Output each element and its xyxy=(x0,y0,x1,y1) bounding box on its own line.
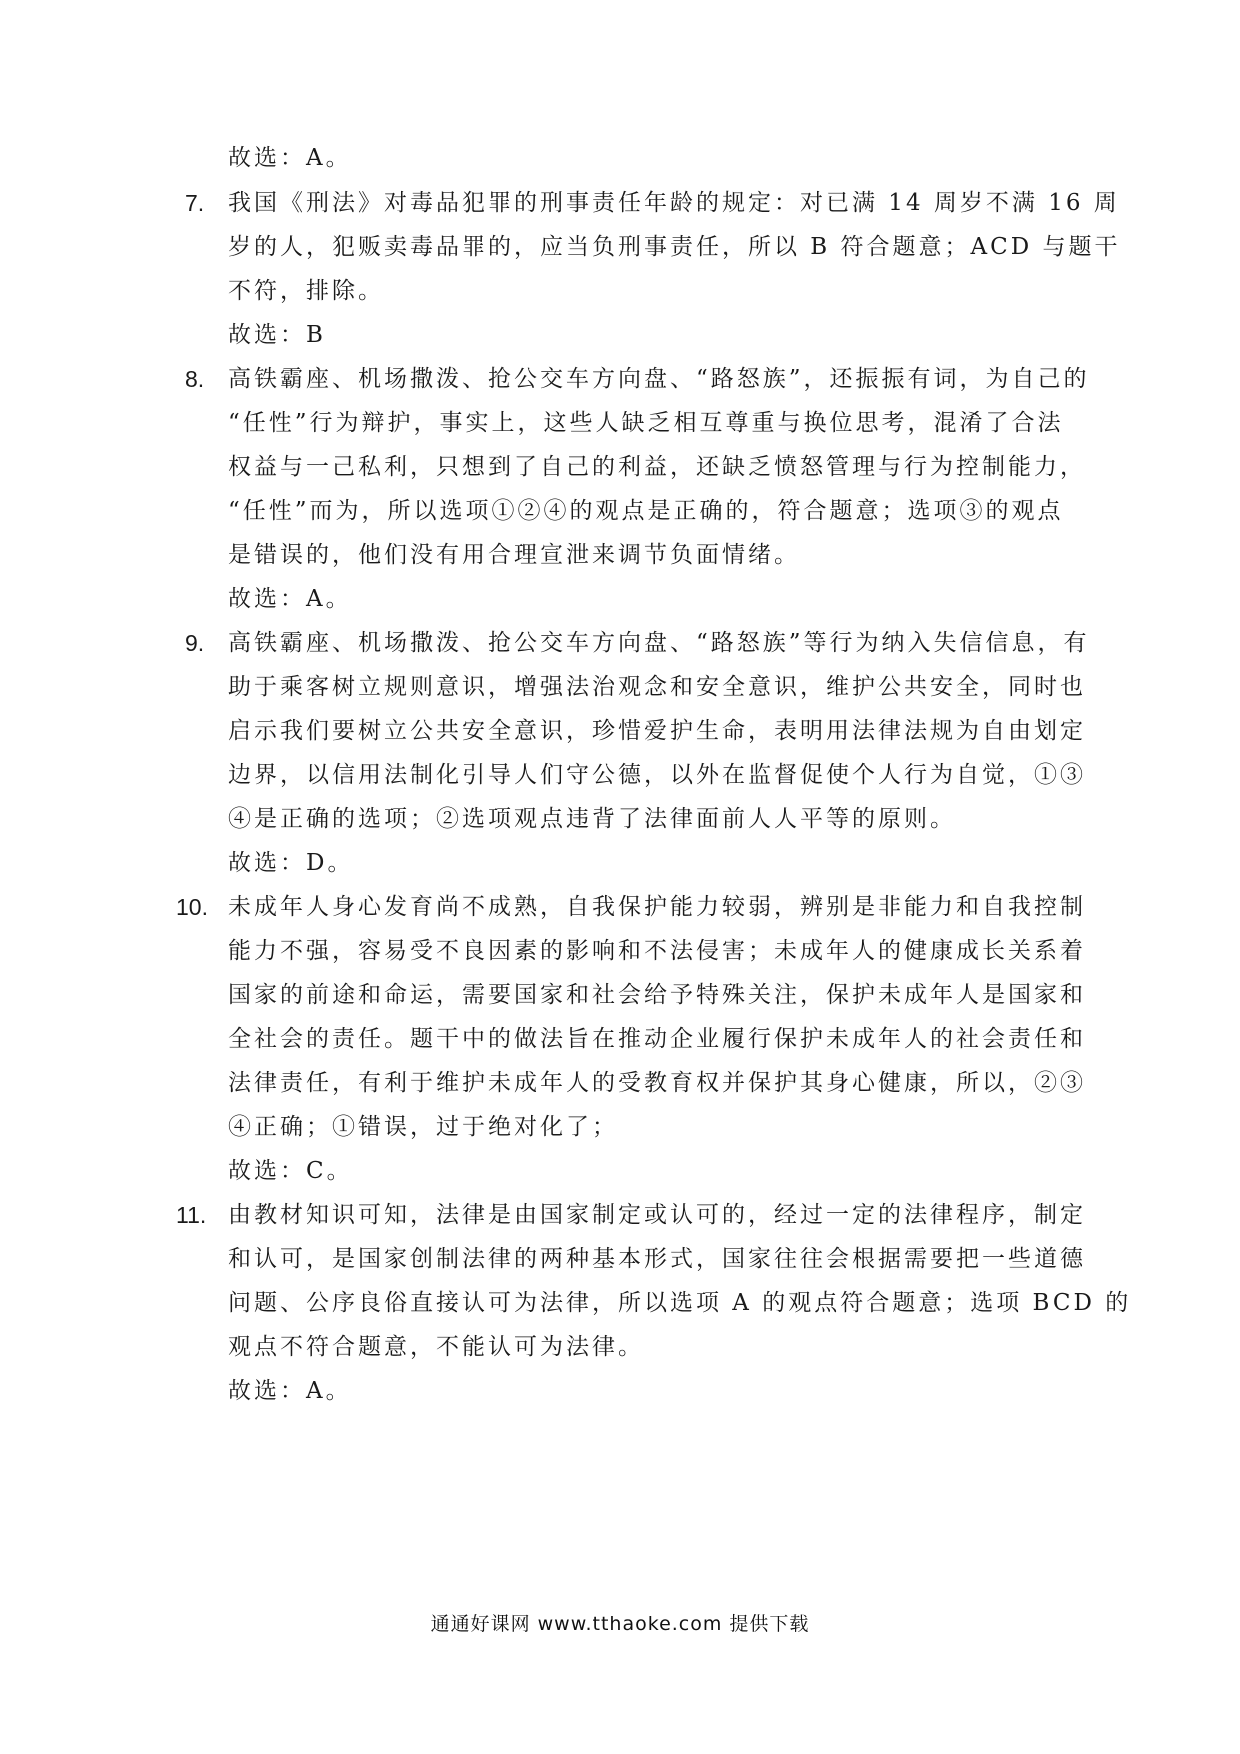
body-line: 不符，排除。 xyxy=(228,278,384,304)
answer-line: 故选：A。 xyxy=(228,145,352,171)
body-line: 高铁霸座、机场撒泼、抢公交车方向盘、“路怒族”等行为纳入失信信息，有 xyxy=(228,630,1090,656)
body-line: 我国《刑法》对毒品犯罪的刑事责任年龄的规定：对已满 14 周岁不满 16 周 xyxy=(228,190,1120,216)
body-line: “任性”行为辩护，事实上，这些人缺乏相互尊重与换位思考，混淆了合法 xyxy=(228,410,1064,436)
body-line: 法律责任，有利于维护未成年人的受教育权并保护其身心健康，所以，②③ xyxy=(228,1070,1086,1096)
answer-line: 故选：A。 xyxy=(228,586,352,612)
answer-line: 故选：A。 xyxy=(228,1378,352,1404)
body-line: 权益与一己私利，只想到了自己的利益，还缺乏愤怒管理与行为控制能力， xyxy=(228,454,1086,480)
body-line: 助于乘客树立规则意识，增强法治观念和安全意识，维护公共安全，同时也 xyxy=(228,674,1086,700)
answer-line: 故选：C。 xyxy=(228,1158,353,1184)
question-number: 7. xyxy=(185,190,205,216)
question-number: 8. xyxy=(185,366,205,392)
body-line: ④正确；①错误，过于绝对化了； xyxy=(228,1114,618,1140)
body-line: 未成年人身心发育尚不成熟，自我保护能力较弱，辨别是非能力和自我控制 xyxy=(228,894,1086,920)
question-number: 10. xyxy=(176,894,208,920)
page-footer: 通通好课网 www.tthaoke.com 提供下载 xyxy=(430,1613,810,1635)
body-line: 问题、公序良俗直接认可为法律，所以选项 A 的观点符合题意；选项 BCD 的 xyxy=(228,1290,1132,1316)
body-line: 边界，以信用法制化引导人们守公德，以外在监督促使个人行为自觉，①③ xyxy=(228,762,1086,788)
body-line: 岁的人，犯贩卖毒品罪的，应当负刑事责任，所以 B 符合题意；ACD 与题干 xyxy=(228,234,1121,260)
body-line: 国家的前途和命运，需要国家和社会给予特殊关注，保护未成年人是国家和 xyxy=(228,982,1086,1008)
answer-line: 故选：D。 xyxy=(228,850,354,876)
body-line: ④是正确的选项；②选项观点违背了法律面前人人平等的原则。 xyxy=(228,806,956,832)
body-line: 是错误的，他们没有用合理宣泄来调节负面情绪。 xyxy=(228,542,800,568)
question-number: 11. xyxy=(176,1202,207,1228)
body-line: 由教材知识可知，法律是由国家制定或认可的，经过一定的法律程序，制定 xyxy=(228,1202,1086,1228)
body-line: 启示我们要树立公共安全意识，珍惜爱护生命，表明用法律法规为自由划定 xyxy=(228,718,1086,744)
body-line: 能力不强，容易受不良因素的影响和不法侵害；未成年人的健康成长关系着 xyxy=(228,938,1086,964)
body-line: 观点不符合题意，不能认可为法律。 xyxy=(228,1334,644,1360)
body-line: 全社会的责任。题干中的做法旨在推动企业履行保护未成年人的社会责任和 xyxy=(228,1026,1086,1052)
answer-line: 故选：B xyxy=(228,322,326,348)
question-number: 9. xyxy=(185,630,205,656)
body-line: “任性”而为，所以选项①②④的观点是正确的，符合题意；选项③的观点 xyxy=(228,498,1064,524)
body-line: 高铁霸座、机场撒泼、抢公交车方向盘、“路怒族”，还振振有词，为自己的 xyxy=(228,366,1090,392)
body-line: 和认可，是国家创制法律的两种基本形式，国家往往会根据需要把一些道德 xyxy=(228,1246,1086,1272)
